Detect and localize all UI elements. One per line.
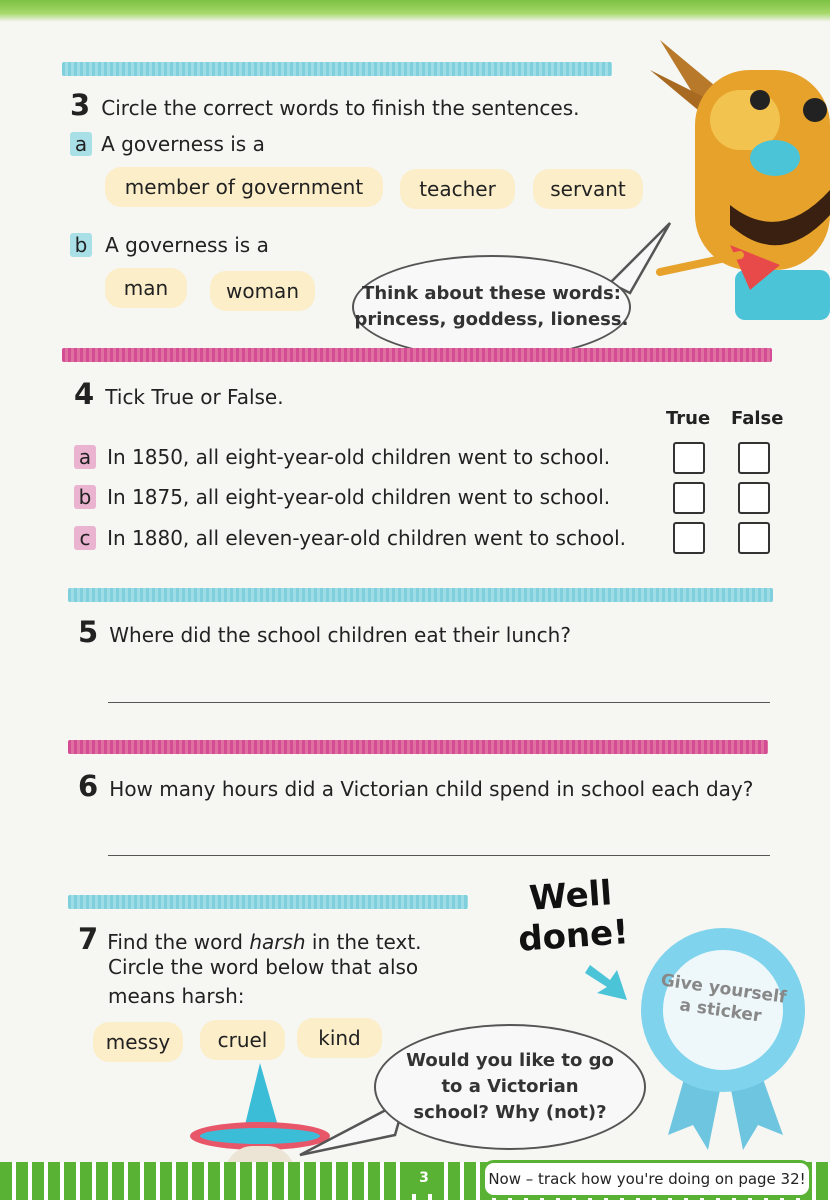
option-pill[interactable]: man [105, 268, 187, 308]
rosette-icon [628, 925, 808, 1155]
option-pill[interactable]: cruel [200, 1020, 285, 1060]
option-pill[interactable]: messy [93, 1022, 183, 1062]
false-checkbox[interactable] [738, 442, 770, 474]
true-checkbox[interactable] [673, 442, 705, 474]
option-pill[interactable]: woman [210, 271, 315, 311]
question-7 [78, 922, 422, 956]
item-letter: c [74, 526, 96, 550]
prompt-text: Would you like to go to a Victorian school? Why (not)? [406, 1050, 614, 1123]
tf-row [74, 526, 626, 550]
well-done-text: Well done! [516, 873, 630, 960]
item-text: In 1850, all eight-year-old children went to school. [107, 445, 611, 469]
section-divider [62, 62, 612, 76]
question-number: 4 [74, 377, 95, 411]
question-number: 5 [78, 615, 99, 649]
item-text: In 1880, all eleven-year-old children went to school. [107, 526, 627, 550]
section-divider [68, 588, 773, 602]
true-checkbox[interactable] [673, 522, 705, 554]
item-text: A governess is a [101, 132, 265, 156]
question-number: 7 [78, 922, 99, 956]
question-text: in the text. [305, 930, 422, 954]
item-letter: a [74, 445, 96, 469]
rosette-text: Give yourself a sticker [659, 970, 788, 1027]
question-number: 3 [70, 88, 91, 122]
false-checkbox[interactable] [738, 522, 770, 554]
item-letter: b [70, 233, 92, 257]
page-number: 3 [406, 1162, 442, 1194]
question-text: Circle the word below that also [108, 955, 419, 979]
false-checkbox[interactable] [738, 482, 770, 514]
track-progress-note: Now – track how you're doing on page 32! [482, 1160, 812, 1198]
true-header: True [666, 408, 711, 429]
answer-line[interactable] [108, 855, 770, 856]
false-header: False [731, 408, 784, 429]
question-text: Tick True or False. [105, 385, 284, 409]
option-pill[interactable]: kind [297, 1018, 382, 1058]
question-5 [78, 615, 571, 649]
question-text: means harsh: [108, 984, 245, 1008]
question-text: Circle the correct words to finish the sentences. [101, 96, 580, 120]
true-checkbox[interactable] [673, 482, 705, 514]
prompt-bubble [374, 1024, 646, 1150]
question-4 [74, 377, 284, 411]
answer-line[interactable] [108, 702, 770, 703]
option-pill[interactable]: member of government [105, 167, 383, 207]
tf-row [74, 445, 610, 469]
section-divider [62, 348, 772, 362]
item-text: In 1875, all eight-year-old children went to school. [107, 485, 611, 509]
question-3 [70, 88, 580, 122]
question-number: 6 [78, 769, 99, 803]
item-text: A governess is a [105, 233, 269, 257]
question-text-em: harsh [249, 930, 306, 954]
grass-border [0, 0, 830, 22]
question-6 [78, 769, 753, 803]
hint-bubble: Think about these words: princess, goddess, lioness. [352, 255, 631, 359]
section-divider [68, 740, 768, 754]
item-letter: a [70, 132, 92, 156]
section-divider [68, 895, 468, 909]
question-text: How many hours did a Victorian child spend in school each day? [109, 777, 754, 801]
question-text: Where did the school children eat their lunch? [109, 623, 571, 647]
item-letter: b [74, 485, 96, 509]
option-pill[interactable]: teacher [400, 169, 515, 209]
tf-row [74, 485, 610, 509]
option-pill[interactable]: servant [533, 169, 643, 209]
question-text: Find the word [107, 930, 250, 954]
